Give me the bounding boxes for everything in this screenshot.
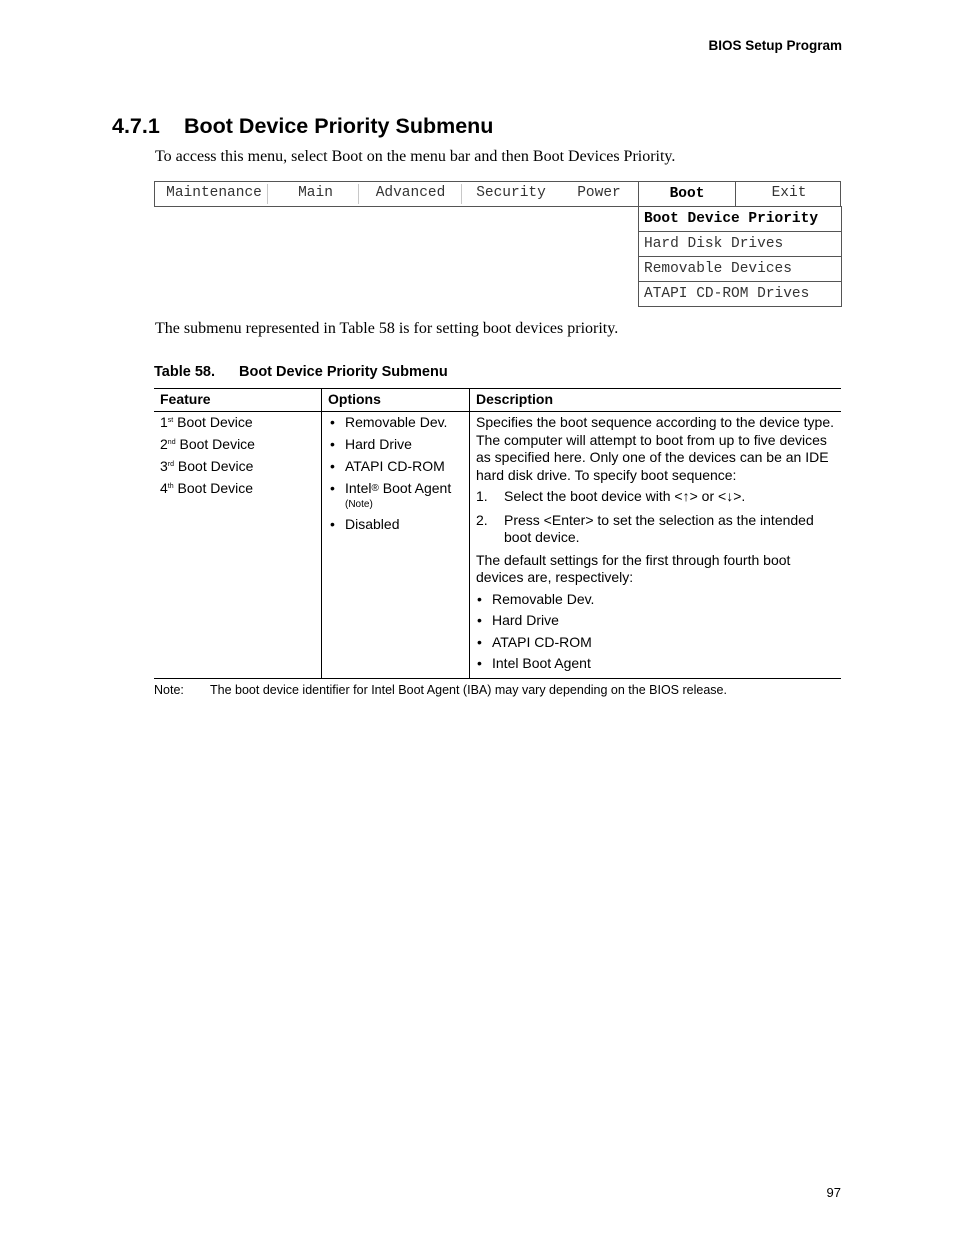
running-header: BIOS Setup Program xyxy=(708,38,842,53)
table-footnote xyxy=(154,683,727,697)
step-1: 1. Select the boot device with <↑> or <↓>. xyxy=(476,488,746,504)
option-hard-drive: • Hard Drive xyxy=(328,436,468,458)
feature-fourth-boot-device: 4th Boot Device xyxy=(160,480,254,496)
table-column-divider xyxy=(469,388,470,679)
step-2: 2. Press <Enter> to set the selection as the intended boot device. xyxy=(476,511,814,545)
submenu-item-removable-devices: Removable Devices xyxy=(639,256,841,281)
menu-item-security: Security xyxy=(476,185,546,201)
table-column-divider xyxy=(321,388,322,679)
option-disabled: • Disabled xyxy=(328,516,468,538)
footnote-text: The boot device identifier for Intel Boot Agent (IBA) may vary depending on the BIOS release. xyxy=(210,683,727,697)
menu-separator xyxy=(358,184,359,204)
header-options: Options xyxy=(328,391,381,407)
menu-item-main: Main xyxy=(298,185,333,201)
default-hard-drive: • Hard Drive xyxy=(476,612,838,630)
header-description: Description xyxy=(476,391,554,407)
submenu-item-hard-disk-drives: Hard Disk Drives xyxy=(639,231,841,256)
menu-separator xyxy=(267,184,268,204)
table-header-rule xyxy=(154,411,841,412)
table-caption-title: Boot Device Priority Submenu xyxy=(239,364,448,380)
option-note-marker: (Note) xyxy=(345,498,373,510)
default-removable-dev: • Removable Dev. xyxy=(476,591,838,609)
feature-column xyxy=(160,411,255,499)
section-heading xyxy=(112,114,493,139)
boot-device-priority-table xyxy=(154,388,841,679)
menu-separator xyxy=(461,184,462,204)
menu-item-boot-selected: Boot xyxy=(638,182,736,206)
default-intel-boot-agent: • Intel Boot Agent xyxy=(476,655,838,673)
menu-item-maintenance: Maintenance xyxy=(166,185,262,201)
feature-first-boot-device: 1st Boot Device xyxy=(160,414,253,430)
submenu-item-boot-device-priority: Boot Device Priority xyxy=(639,206,841,231)
option-atapi-cdrom: • ATAPI CD-ROM xyxy=(328,458,468,480)
defaults-text: The default settings for the first through fourth boot devices are, respectively: xyxy=(476,551,791,585)
footnote-label: Note: xyxy=(154,683,184,697)
intro-paragraph: To access this menu, select Boot on the menu bar and then Boot Devices Priority. xyxy=(155,148,676,165)
section-title: Boot Device Priority Submenu xyxy=(184,114,494,138)
options-column xyxy=(328,414,468,538)
table-top-rule xyxy=(154,388,841,389)
default-atapi-cdrom: • ATAPI CD-ROM xyxy=(476,634,838,652)
table-caption xyxy=(154,364,448,380)
table-reference-paragraph: The submenu represented in Table 58 is for setting boot devices priority. xyxy=(155,320,619,337)
option-intel-boot-agent: • Intel® Boot Agent (Note) xyxy=(328,480,468,516)
feature-second-boot-device: 2nd Boot Device xyxy=(160,436,255,452)
feature-third-boot-device: 3rd Boot Device xyxy=(160,458,254,474)
submenu-item-atapi-cdrom-drives: ATAPI CD-ROM Drives xyxy=(639,281,841,306)
section-number: 4.7.1 xyxy=(112,114,160,138)
boot-submenu xyxy=(638,206,842,307)
menu-item-advanced: Advanced xyxy=(375,185,446,201)
menu-item-exit: Exit xyxy=(771,185,807,201)
header-feature: Feature xyxy=(160,391,211,407)
page-number: 97 xyxy=(826,1185,841,1200)
table-caption-number: Table 58. xyxy=(154,364,215,380)
menu-item-power: Power xyxy=(577,185,621,201)
description-column xyxy=(476,414,838,673)
description-intro: Specifies the boot sequence according to the device type. The computer will attempt to boot from up to five devices as specified here. Only one of the devices can be an IDE hard disk drive. To specify boot sequence: xyxy=(476,414,835,483)
bios-menu-bar xyxy=(154,181,841,207)
option-removable-dev: • Removable Dev. xyxy=(328,414,468,436)
table-bottom-rule xyxy=(154,678,841,679)
